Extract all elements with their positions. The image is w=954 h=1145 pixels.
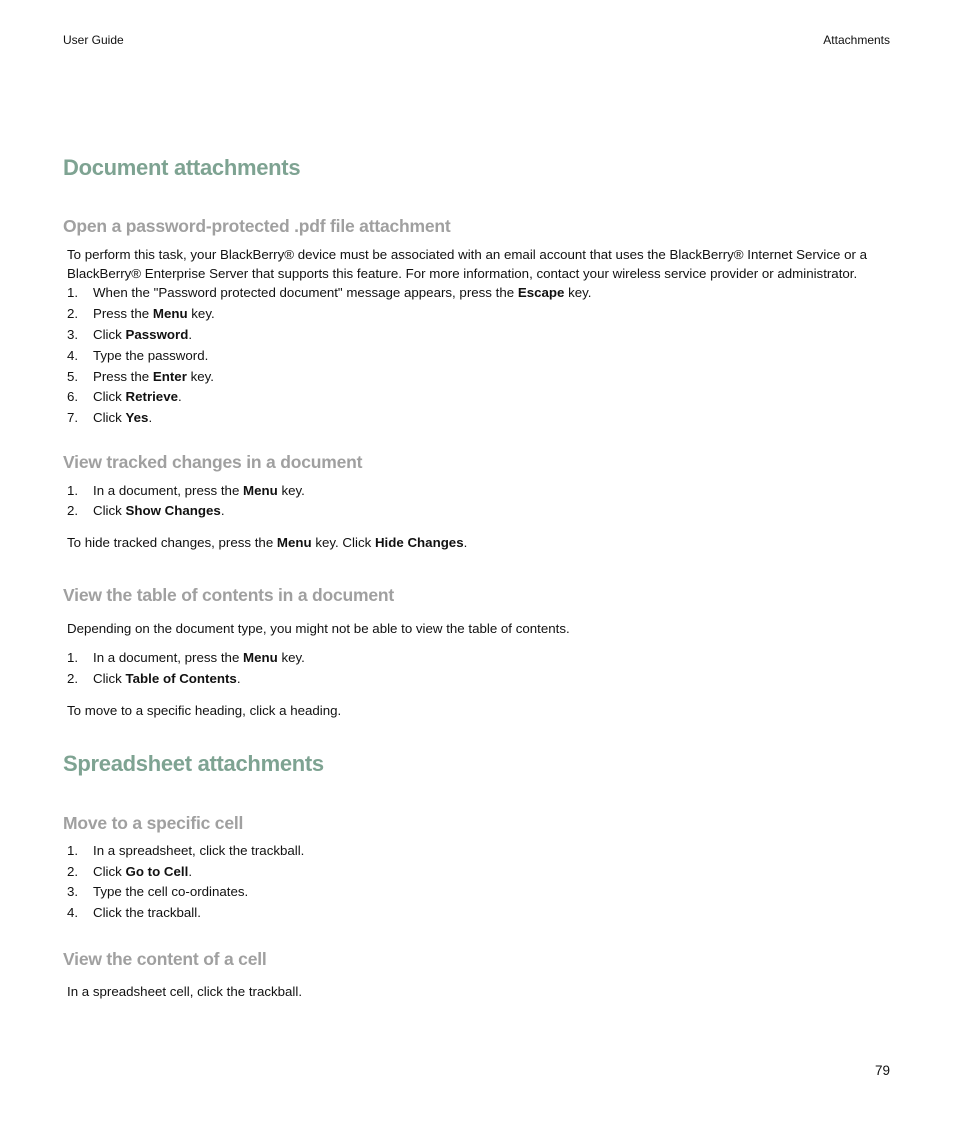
pdf-intro-line-1: To perform this task, your BlackBerry® device must be associated with an email account that uses the BlackBerry® Internet Service or a — [67, 247, 868, 262]
pdf-intro-line-2: BlackBerry® Enterprise Server that supports this feature. For more information, contact your wireless service provider or administrator. — [67, 266, 858, 281]
subsection-title-move-to-cell: Move to a specific cell — [63, 813, 244, 833]
subsection-title-view-cell-content: View the content of a cell — [63, 949, 267, 969]
subsection-title-table-of-contents: View the table of contents in a document — [63, 585, 395, 605]
section-title-spreadsheet-attachments: Spreadsheet attachments — [63, 751, 324, 776]
section-title-document-attachments: Document attachments — [63, 155, 301, 180]
running-header-right: Attachments — [823, 33, 890, 47]
running-header-left: User Guide — [63, 33, 124, 47]
page-number: 79 — [874, 1063, 890, 1078]
subsection-title-pdf: Open a password-protected .pdf file attachment — [63, 216, 451, 236]
cell-content-intro: In a spreadsheet cell, click the trackball. — [67, 984, 303, 999]
tracked-note: To hide tracked changes, press the Menu key. Click Hide Changes. — [67, 535, 468, 550]
subsection-title-tracked-changes: View tracked changes in a document — [63, 452, 363, 472]
toc-intro: Depending on the document type, you might not be able to view the table of contents. — [67, 621, 570, 636]
toc-note: To move to a specific heading, click a heading. — [67, 703, 342, 718]
